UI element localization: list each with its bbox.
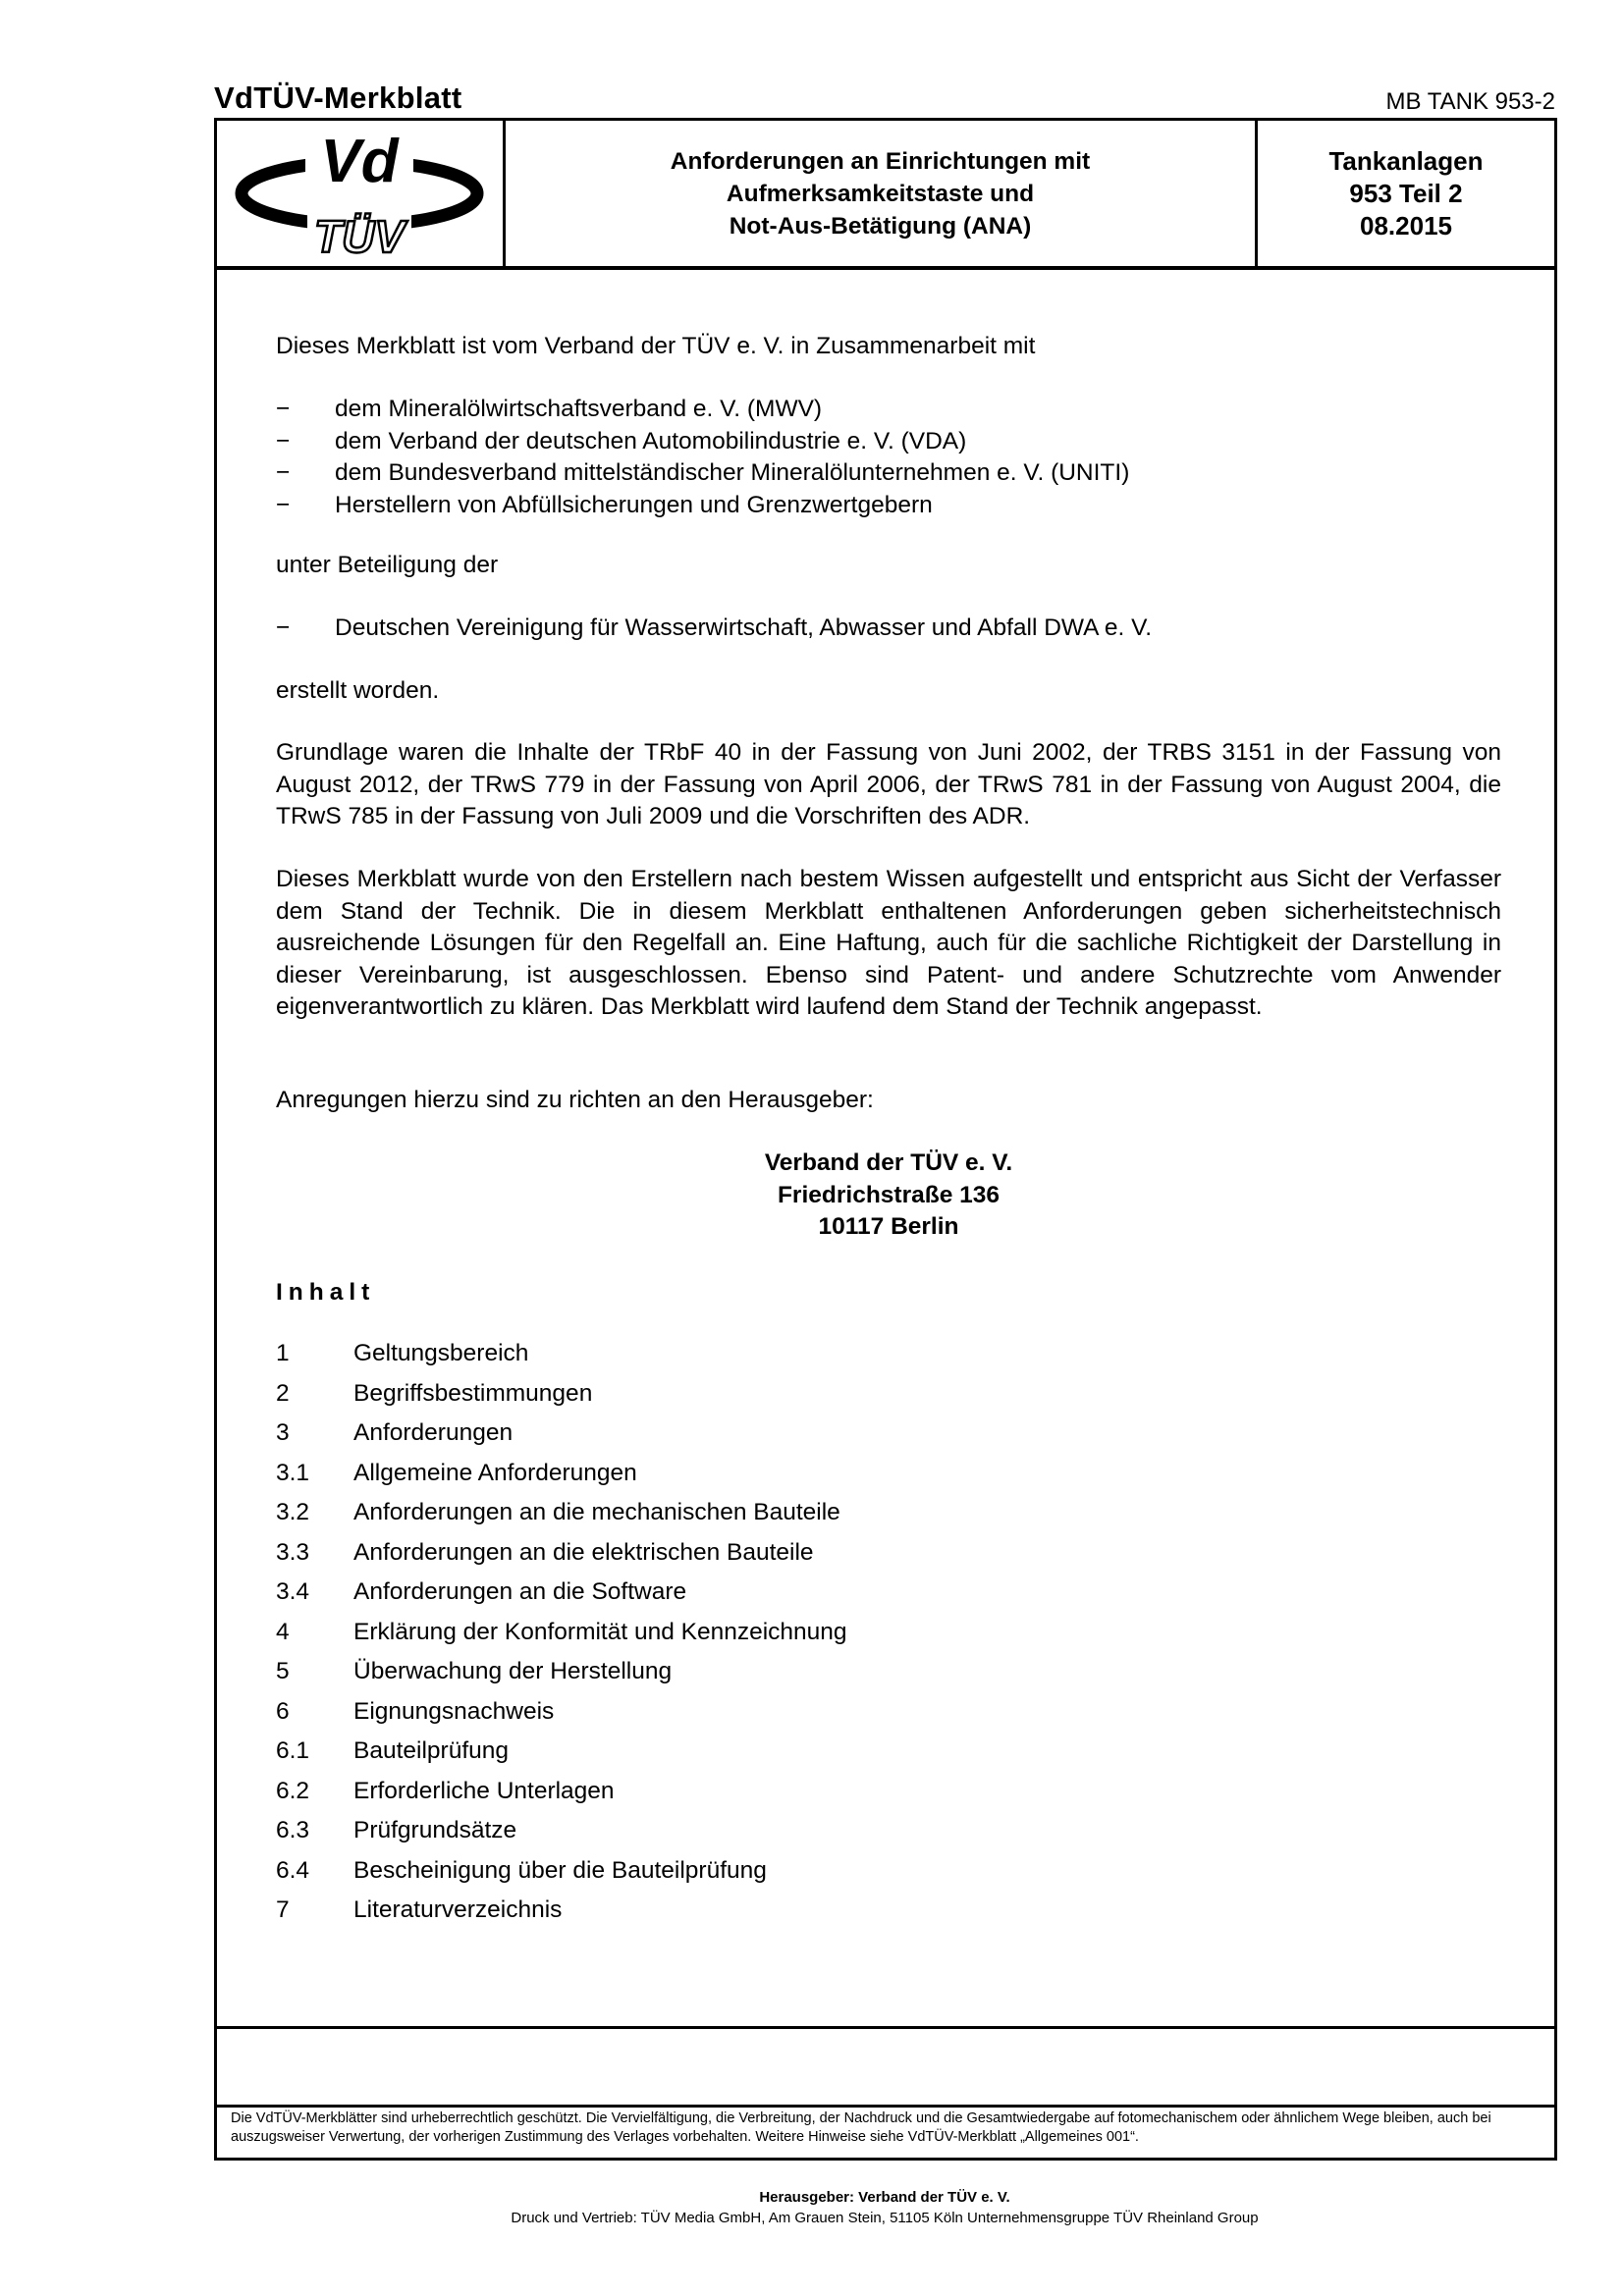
toc-title: Erforderliche Unterlagen (353, 1777, 615, 1804)
dash-bullet: − (276, 491, 291, 518)
partner-item (276, 426, 1501, 458)
vdtuev-logo (217, 121, 503, 266)
created-section (276, 675, 1501, 708)
disclaimer-paragraph: Dieses Merkblatt wurde von den Erstellern nach bestem Wissen aufgestellt und entspricht aus Sicht der Verfasser dem Stand der Technik. Die in diesem Merkblatt enthaltenen Anforderungen geben sicherheitstechnisch ausreichende Lösungen für den Regelfall an. Eine Haftung, auch für die sachliche Richtigkeit der Darstellung in dieser Vereinbarung, ist ausgeschlossen. Ebenso sind Patent- und andere Schutzrechte vom Anwender eigenverantwortlich zu klären. Das Merkblatt wird laufend dem Stand der Technik angepasst. (276, 866, 1501, 1020)
page-footer (214, 2187, 1555, 2228)
toc-title: Erklärung der Konformität und Kennzeichnung (353, 1618, 847, 1645)
intro-section (276, 331, 1501, 363)
document-id: MB TANK 953-2 (1385, 88, 1555, 115)
toc-number: 6.1 (276, 1737, 310, 1764)
publisher-address (276, 1148, 1501, 1244)
toc-item (276, 1617, 1501, 1657)
toc-number: 3.2 (276, 1499, 310, 1525)
blank-row (217, 2026, 1554, 2108)
toc-title: Anforderungen an die Software (353, 1578, 687, 1605)
toc-title: Bauteilprüfung (353, 1737, 510, 1764)
disclaimer-section (276, 864, 1501, 1024)
toc-item (276, 1378, 1501, 1418)
toc-item (276, 1776, 1501, 1816)
toc-heading: Inhalt (276, 1279, 376, 1306)
logo-tuev-text: TÜV (314, 211, 405, 262)
toc-title: Begriffsbestimmungen (353, 1379, 593, 1407)
participation-text: unter Beteiligung der (276, 552, 499, 578)
participation-intro (276, 550, 1501, 582)
participant-list (276, 613, 1501, 645)
toc-item (276, 1458, 1501, 1498)
partner-list (276, 394, 1501, 521)
toc-item (276, 1735, 1501, 1776)
address-line: 10117 Berlin (818, 1213, 959, 1240)
partner-text: Herstellern von Abfüllsicherungen und Grenzwertgebern (335, 491, 933, 518)
toc-number: 1 (276, 1340, 290, 1366)
partner-text: dem Verband der deutschen Automobilindustrie e. V. (VDA) (335, 427, 967, 454)
participant-item (276, 613, 1501, 645)
footer-distribution: Druck und Vertrieb: TÜV Media GmbH, Am Grauen Stein, 51105 Köln Unternehmensgruppe TÜV Rheinland Group (511, 2210, 1259, 2226)
toc-item (276, 1815, 1501, 1855)
toc-number: 6.2 (276, 1777, 310, 1804)
basis-section (276, 737, 1501, 833)
participant-text: Deutschen Vereinigung für Wasserwirtschaft, Abwasser und Abfall DWA e. V. (335, 614, 1153, 641)
toc-number: 6.4 (276, 1856, 310, 1884)
toc-title: Anforderungen an die elektrischen Bauteile (353, 1538, 814, 1566)
toc-number: 6 (276, 1697, 290, 1725)
toc-title: Literaturverzeichnis (353, 1896, 563, 1923)
suggestions-text: Anregungen hierzu sind zu richten an den Herausgeber: (276, 1087, 874, 1113)
info-category: Tankanlagen (1328, 145, 1484, 176)
dash-bullet: − (276, 396, 291, 422)
toc-number: 4 (276, 1618, 290, 1645)
partner-text: dem Mineralölwirtschaftsverband e. V. (MWV) (335, 396, 823, 422)
toc-number: 3.1 (276, 1459, 310, 1486)
partner-item (276, 394, 1501, 426)
toc-item (276, 1537, 1501, 1577)
copyright-notice: Die VdTÜV-Merkblätter sind urheberrechtlich geschützt. Die Vervielfältigung, die Verbreitung, der Nachdruck und die Gesamtwiedergabe auf fotomechanischem oder ähnlichem Wege bleiben, auch bei auszugsweiser Verwertung, der vorherigen Zustimmung des Verlages vorbehalten. Weitere Hinweise siehe VdTÜV-Merkblatt „Allgemeines 001“. (231, 2110, 1491, 2145)
suggestions-section (276, 1085, 1501, 1117)
toc-title: Bescheinigung über die Bauteilprüfung (353, 1856, 767, 1884)
toc-title: Allgemeine Anforderungen (353, 1459, 637, 1486)
partner-text: dem Bundesverband mittelständischer Mineralölunternehmen e. V. (UNITI) (335, 459, 1130, 486)
toc-number: 2 (276, 1379, 290, 1407)
title-line-1: Anforderungen an Einrichtungen mit (670, 147, 1091, 175)
header-table (217, 121, 1554, 270)
toc-item (276, 1497, 1501, 1537)
dash-bullet: − (276, 427, 291, 454)
partner-item (276, 490, 1501, 522)
toc-number: 3.4 (276, 1578, 310, 1605)
toc-title: Anforderungen (353, 1419, 514, 1446)
toc-item (276, 1417, 1501, 1458)
toc-number: 7 (276, 1896, 290, 1923)
toc-title: Geltungsbereich (353, 1340, 529, 1366)
toc-title: Überwachung der Herstellung (353, 1658, 673, 1684)
basis-paragraph: Grundlage waren die Inhalte der TRbF 40 in der Fassung von Juni 2002, der TRBS 3151 in der Fassung von August 2012, der TRwS 779 in der Fassung von April 2006, der TRwS 781 in der Fassung von August 2004, die TRwS 785 in der Fassung von Juli 2009 und die Vorschriften des ADR. (276, 739, 1501, 829)
toc-item (276, 1338, 1501, 1378)
brand-title: VdTÜV-Merkblatt (214, 80, 462, 115)
table-of-contents (276, 1338, 1501, 1935)
toc-number: 3.3 (276, 1538, 310, 1566)
address-line: Friedrichstraße 136 (777, 1181, 1001, 1208)
top-bar (214, 80, 1555, 120)
toc-number: 5 (276, 1658, 290, 1684)
title-line-2: Aufmerksamkeitstaste und (726, 180, 1035, 207)
footer-publisher: Herausgeber: Verband der TÜV e. V. (759, 2189, 1010, 2206)
toc-item (276, 1576, 1501, 1617)
created-text: erstellt worden. (276, 677, 440, 704)
toc-number: 3 (276, 1419, 290, 1446)
toc-number: 6.3 (276, 1817, 310, 1843)
toc-item (276, 1656, 1501, 1696)
partner-item (276, 457, 1501, 490)
toc-item (276, 1696, 1501, 1736)
dash-bullet: − (276, 459, 291, 486)
info-number: 953 Teil 2 (1349, 178, 1463, 208)
logo-vd-text: Vd (320, 128, 399, 195)
document-info-cell (1258, 121, 1554, 266)
address-line: Verband der TÜV e. V. (764, 1149, 1013, 1176)
document-frame (214, 118, 1557, 2161)
title-line-3: Not-Aus-Betätigung (ANA) (729, 212, 1032, 240)
logo-cell (217, 121, 506, 266)
toc-title: Prüfgrundsätze (353, 1817, 517, 1843)
intro-paragraph: Dieses Merkblatt ist vom Verband der TÜV e. V. in Zusammenarbeit mit (276, 333, 1036, 359)
toc-item (276, 1855, 1501, 1896)
toc-title: Anforderungen an die mechanischen Bauteile (353, 1499, 840, 1525)
document-title-cell (506, 121, 1258, 266)
toc-title: Eignungsnachweis (353, 1697, 555, 1725)
info-date: 08.2015 (1360, 210, 1452, 240)
dash-bullet: − (276, 614, 291, 641)
toc-item (276, 1895, 1501, 1935)
